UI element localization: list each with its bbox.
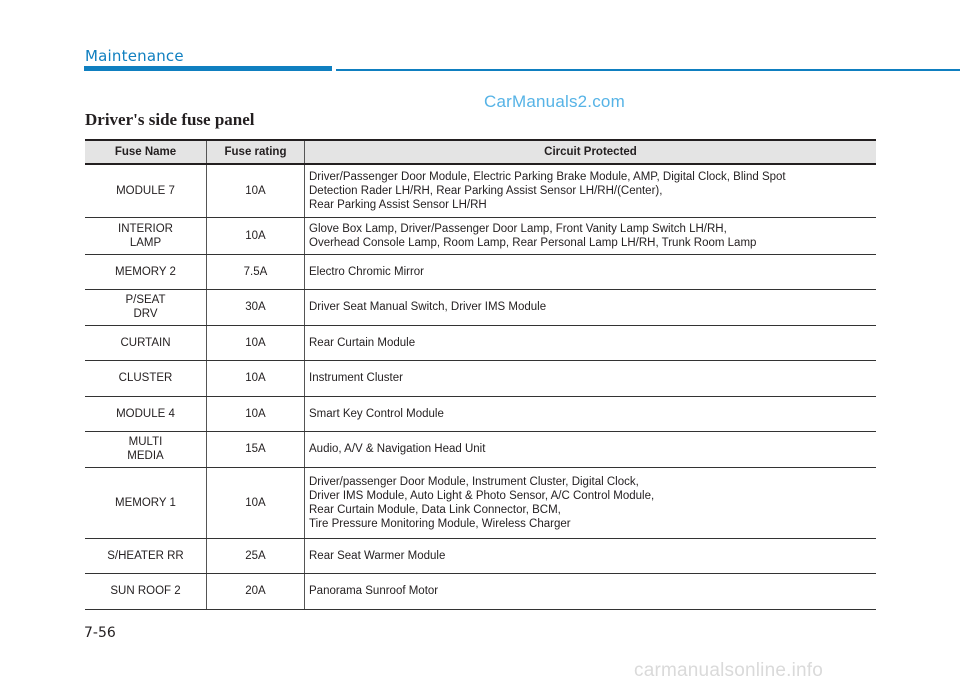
- column-header-fuse-rating: Fuse rating: [207, 140, 305, 164]
- fuse-name-cell: [85, 573, 207, 609]
- fuse-name-cell: [85, 289, 207, 325]
- table-row: [85, 396, 876, 431]
- circuit-line: Rear Seat Warmer Module: [309, 549, 446, 562]
- fuse-rating-cell: 20A: [207, 573, 305, 609]
- fuse-name-cell: [85, 538, 207, 573]
- fuse-name-line: S/HEATER RR: [107, 549, 184, 562]
- circuit-line: Rear Parking Assist Sensor LH/RH: [309, 198, 487, 211]
- fuse-name-cell: [85, 217, 207, 254]
- fuse-name-cell: [85, 431, 207, 467]
- fuse-rating-cell: 7.5A: [207, 254, 305, 289]
- table-row: [85, 538, 876, 573]
- circuit-protected-cell: [305, 573, 877, 609]
- fuse-name-cell: [85, 164, 207, 217]
- table-row: [85, 289, 876, 325]
- circuit-line: Driver/Passenger Door Module, Electric Parking Brake Module, AMP, Digital Clock, Blind Spot: [309, 170, 786, 183]
- table-header-row: [85, 140, 876, 164]
- circuit-line: Smart Key Control Module: [309, 407, 444, 420]
- table-row: [85, 431, 876, 467]
- fuse-name-line: SUN ROOF 2: [110, 585, 181, 597]
- fuse-name-line: INTERIOR: [118, 222, 173, 235]
- circuit-protected-cell: [305, 467, 877, 538]
- header-rule-thin: [336, 69, 960, 71]
- circuit-protected-cell: [305, 396, 877, 431]
- fuse-name-cell: [85, 325, 207, 360]
- fuse-rating-cell: 10A: [207, 396, 305, 431]
- circuit-protected-cell: [305, 325, 877, 360]
- fuse-name-line: DRV: [133, 308, 158, 320]
- circuit-line: Glove Box Lamp, Driver/Passenger Door Lamp, Front Vanity Lamp Switch LH/RH,: [309, 222, 727, 235]
- fuse-rating-cell: 15A: [207, 431, 305, 467]
- fuse-name-line: CLUSTER: [118, 372, 173, 384]
- circuit-line: Driver IMS Module, Auto Light & Photo Sensor, A/C Control Module,: [309, 489, 655, 502]
- fuse-name-cell: [85, 360, 207, 396]
- fuse-table-body: [85, 164, 876, 609]
- circuit-line: Rear Curtain Module: [309, 336, 416, 349]
- table-row: [85, 164, 876, 217]
- circuit-protected-cell: [305, 254, 877, 289]
- fuse-rating-cell: 10A: [207, 360, 305, 396]
- table-row: [85, 254, 876, 289]
- fuse-rating-cell: 10A: [207, 325, 305, 360]
- circuit-protected-cell: [305, 431, 877, 467]
- circuit-protected-cell: [305, 360, 877, 396]
- fuse-name-line: MEDIA: [127, 450, 164, 462]
- circuit-line: Electro Chromic Mirror: [309, 265, 425, 278]
- panel-title: Driver's side fuse panel: [85, 110, 255, 129]
- circuit-line: Detection Rader LH/RH, Rear Parking Assist Sensor LH/RH/(Center),: [309, 184, 663, 197]
- circuit-line: Driver/passenger Door Module, Instrument Cluster, Digital Clock,: [309, 475, 639, 488]
- table-row: [85, 325, 876, 360]
- header-rule-thick: [84, 66, 332, 71]
- circuit-line: Instrument Cluster: [309, 372, 403, 384]
- table-row: [85, 573, 876, 609]
- fuse-rating-cell: 10A: [207, 217, 305, 254]
- fuse-table: [85, 139, 876, 610]
- fuse-name-line: CURTAIN: [120, 336, 171, 349]
- fuse-name-line: MODULE 7: [116, 184, 175, 197]
- circuit-line: Driver Seat Manual Switch, Driver IMS Module: [309, 301, 547, 313]
- circuit-line: Panorama Sunroof Motor: [309, 585, 439, 597]
- circuit-line: Rear Curtain Module, Data Link Connector, BCM,: [309, 503, 561, 516]
- fuse-rating-cell: 30A: [207, 289, 305, 325]
- circuit-protected-cell: [305, 538, 877, 573]
- circuit-protected-cell: [305, 217, 877, 254]
- fuse-name-line: P/SEAT: [125, 294, 166, 306]
- fuse-name-cell: [85, 467, 207, 538]
- circuit-line: Overhead Console Lamp, Room Lamp, Rear Personal Lamp LH/RH, Trunk Room Lamp: [309, 236, 757, 249]
- fuse-name-cell: [85, 254, 207, 289]
- page-number: 7-56: [84, 625, 116, 641]
- column-header-circuit-protected: Circuit Protected: [305, 140, 877, 164]
- fuse-name-cell: [85, 396, 207, 431]
- column-header-fuse-name: Fuse Name: [85, 140, 207, 164]
- table-row: [85, 360, 876, 396]
- circuit-line: Audio, A/V & Navigation Head Unit: [309, 443, 486, 455]
- table-row: [85, 217, 876, 254]
- fuse-name-line: MEMORY 2: [115, 265, 176, 278]
- fuse-rating-cell: 10A: [207, 467, 305, 538]
- watermark-bottom: carmanualsonline.info: [634, 660, 824, 681]
- fuse-name-line: MODULE 4: [116, 407, 175, 420]
- fuse-name-line: LAMP: [129, 236, 162, 249]
- fuse-rating-cell: 10A: [207, 164, 305, 217]
- circuit-protected-cell: [305, 164, 877, 217]
- fuse-name-line: MEMORY 1: [115, 496, 176, 509]
- table-row: [85, 467, 876, 538]
- circuit-line: Tire Pressure Monitoring Module, Wireless Charger: [309, 517, 571, 530]
- circuit-protected-cell: [305, 289, 877, 325]
- section-title: Maintenance: [85, 47, 184, 65]
- fuse-rating-cell: 25A: [207, 538, 305, 573]
- watermark-top: CarManuals2.com: [484, 92, 625, 111]
- fuse-name-line: MULTI: [128, 436, 163, 448]
